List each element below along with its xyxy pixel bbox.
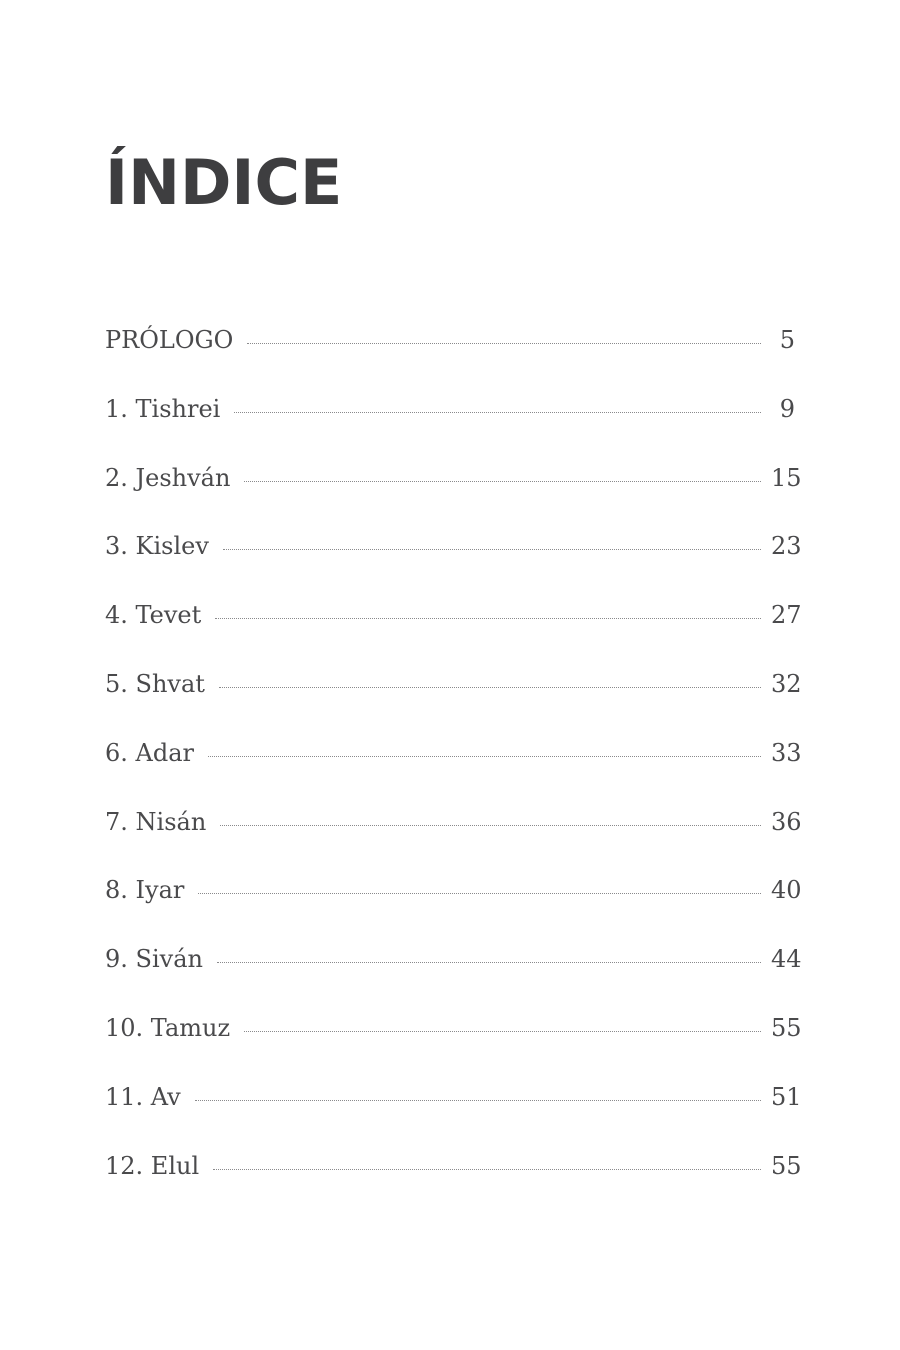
toc-entry-label: 11. Av: [105, 1082, 181, 1111]
toc-entry-page: 55: [771, 1151, 802, 1180]
toc-entry-label: 4. Tevet: [105, 601, 202, 630]
toc-entry-page: 23: [771, 532, 802, 561]
toc-entry: [105, 731, 802, 800]
toc-entry: [105, 1075, 802, 1144]
toc-entry: [105, 456, 802, 525]
dot-leader: [220, 825, 761, 826]
toc-entry-label: 12. Elul: [105, 1151, 200, 1180]
dot-leader: [234, 412, 761, 413]
table-of-contents: [105, 318, 802, 1212]
dot-leader: [219, 687, 761, 688]
dot-leader: [217, 962, 761, 963]
toc-entry-label: 9. Siván: [105, 945, 203, 974]
toc-entry: [105, 318, 795, 387]
toc-entry-page: 55: [771, 1013, 802, 1042]
toc-entry-label: 2. Jeshván: [105, 463, 231, 492]
dot-leader: [247, 343, 761, 344]
toc-entry-label: 1. Tishrei: [105, 394, 221, 423]
toc-entry-label: 3. Kislev: [105, 532, 209, 561]
toc-entry: [105, 1006, 802, 1075]
toc-entry: [105, 800, 802, 869]
toc-entry-page: 33: [771, 738, 802, 767]
page-title: ÍNDICE: [105, 146, 343, 219]
toc-entry-label: 8. Iyar: [105, 876, 185, 905]
toc-entry-label: 6. Adar: [105, 738, 195, 767]
toc-entry: [105, 937, 802, 1006]
toc-entry-page: 51: [771, 1082, 802, 1111]
dot-leader: [223, 549, 761, 550]
dot-leader: [244, 481, 761, 482]
toc-entry-label: 7. Nisán: [105, 807, 207, 836]
dot-leader: [213, 1169, 761, 1170]
toc-entry-page: 36: [771, 807, 802, 836]
dot-leader: [195, 1100, 761, 1101]
toc-entry-label: 5. Shvat: [105, 669, 205, 698]
toc-entry: [105, 593, 802, 662]
toc-entry-page: 32: [771, 669, 802, 698]
dot-leader: [244, 1031, 761, 1032]
toc-entry-page: 9: [779, 394, 795, 423]
toc-entry: [105, 868, 802, 937]
toc-entry-page: 44: [771, 945, 802, 974]
toc-entry: [105, 1144, 802, 1213]
toc-entry-page: 27: [771, 601, 802, 630]
dot-leader: [208, 756, 761, 757]
toc-entry: [105, 524, 802, 593]
toc-entry-page: 5: [779, 326, 795, 354]
toc-entry-label: PRÓLOGO: [105, 326, 234, 354]
toc-entry: [105, 662, 802, 731]
toc-entry-page: 15: [771, 463, 802, 492]
toc-entry-label: 10. Tamuz: [105, 1013, 231, 1042]
dot-leader: [215, 618, 761, 619]
toc-entry-page: 40: [771, 876, 802, 905]
dot-leader: [198, 893, 761, 894]
toc-entry: [105, 387, 795, 456]
